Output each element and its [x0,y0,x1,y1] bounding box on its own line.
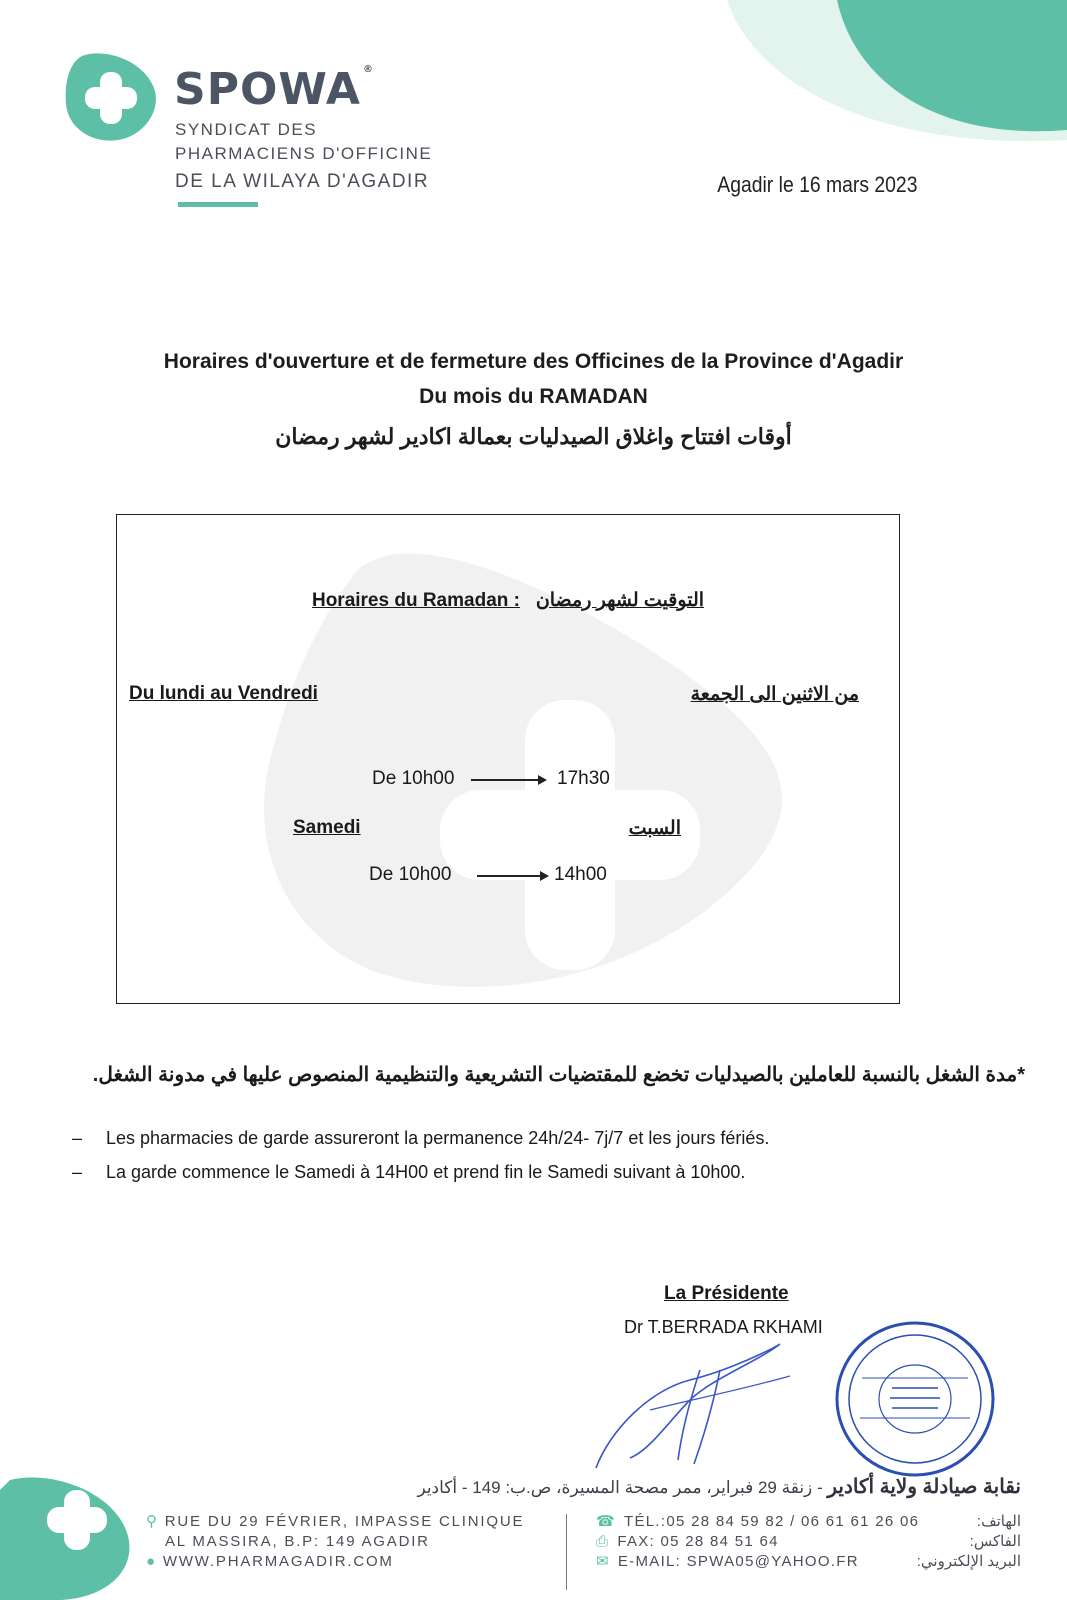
labor-code-note: *مدة الشغل بالنسبة للعاملين بالصيدليات تخضع للمقتضيات التشريعية والتنظيمية المنصوص عليها في مدونة الشغل. [92,1064,1025,1086]
footer-address-line-1: RUE DU 29 FÉVRIER, IMPASSE CLINIQUE [164,1513,525,1530]
bullet-dash: – [72,1162,83,1182]
weekday-open-time: De 10h00 [372,768,455,789]
footer-tel[interactable]: TÉL.:05 28 84 59 82 / 06 61 61 26 06 [623,1513,920,1530]
footer-fax: FAX: 05 28 84 51 64 [617,1533,779,1550]
schedule-box [116,514,900,1004]
weekday-arrow-icon [471,779,545,781]
logo-underline [178,202,258,207]
footer-arabic-address [120,1474,1021,1499]
note-text: Les pharmacies de garde assureront la permanence 24h/24- 7j/7 et les jours fériés. [106,1128,770,1148]
title-line-2: Du mois du RAMADAN [419,385,648,408]
schedule-heading-fr: Horaires du Ramadan : [311,590,520,611]
saturday-label-ar: السبت [628,818,681,839]
location-pin-icon: ⚲ [146,1513,159,1530]
fax-label-ar: الفاكس: [969,1533,1021,1550]
globe-icon: ● [146,1553,157,1570]
spowa-logo [62,44,442,214]
logo-line-2: PHARMACIENS D'OFFICINE [175,144,433,163]
fax-icon: ⎙ [596,1533,610,1550]
corner-wave-decoration [587,0,1067,180]
note-text: La garde commence le Samedi à 14H00 et prend fin le Samedi suivant à 10h00. [106,1162,746,1182]
list-item [72,1162,769,1196]
saturday-label-fr: Samedi [293,817,361,838]
list-item [72,1128,769,1162]
official-stamp [832,1318,998,1480]
email-icon: ✉ [596,1553,610,1570]
bullet-dash: – [72,1128,83,1148]
footer-arabic-labels [917,1512,1021,1572]
footer-website[interactable]: WWW.PHARMAGADIR.COM [162,1553,394,1570]
footer-email[interactable]: E-MAIL: SPWA05@YAHOO.FR [617,1553,859,1570]
schedule-heading-ar: التوقيت لشهر رمضان [535,590,705,611]
logo-line-1: SYNDICAT DES [175,120,318,139]
footer-address-line-2: AL MASSIRA, B.P: 149 AGADIR [165,1533,430,1550]
weekday-close-time: 17h30 [557,768,610,789]
footer-cross-icon [0,1470,140,1600]
logo-wordmark: SPOWA ® [174,64,374,115]
tel-label-ar: الهاتف: [976,1513,1021,1530]
title-line-arabic: أوقات افتتاح واغلاق الصيدليات بعمالة اكادير لشهر رمضان [275,424,792,449]
notes-list [72,1128,769,1196]
handwritten-signature [590,1340,800,1475]
signatory-title: La Présidente [664,1283,789,1304]
footer-contact-block [596,1512,919,1572]
footer-divider [566,1514,567,1590]
saturday-open-time: De 10h00 [369,864,452,885]
title-line-1: Horaires d'ouverture et de fermeture des Officines de la Province d'Agadir [163,350,904,373]
weekday-label-fr: Du lundi au Vendredi [129,683,318,704]
footer-address-block [146,1512,524,1572]
document-date: Agadir le 16 mars 2023 [716,172,917,197]
schedule-heading [117,589,899,612]
footer-org-ar: نقابة صيادلة ولاية أكادير [827,1476,1021,1498]
phone-icon: ☎ [596,1513,616,1530]
weekday-label-ar: من الاثنين الى الجمعة [690,684,859,705]
pharmacy-cross-icon [62,48,158,144]
email-label-ar: البريد الإلكتروني: [916,1553,1021,1570]
signatory-name: Dr T.BERRADA RKHAMI [624,1317,823,1337]
saturday-arrow-icon [477,875,547,877]
saturday-close-time: 14h00 [554,864,607,885]
logo-line-3: DE LA WILAYA D'AGADIR [175,171,430,192]
footer-address-ar: - زنقة 29 فبراير، ممر مصحة المسيرة، ص.ب: 149 - أكادير [417,1478,828,1497]
